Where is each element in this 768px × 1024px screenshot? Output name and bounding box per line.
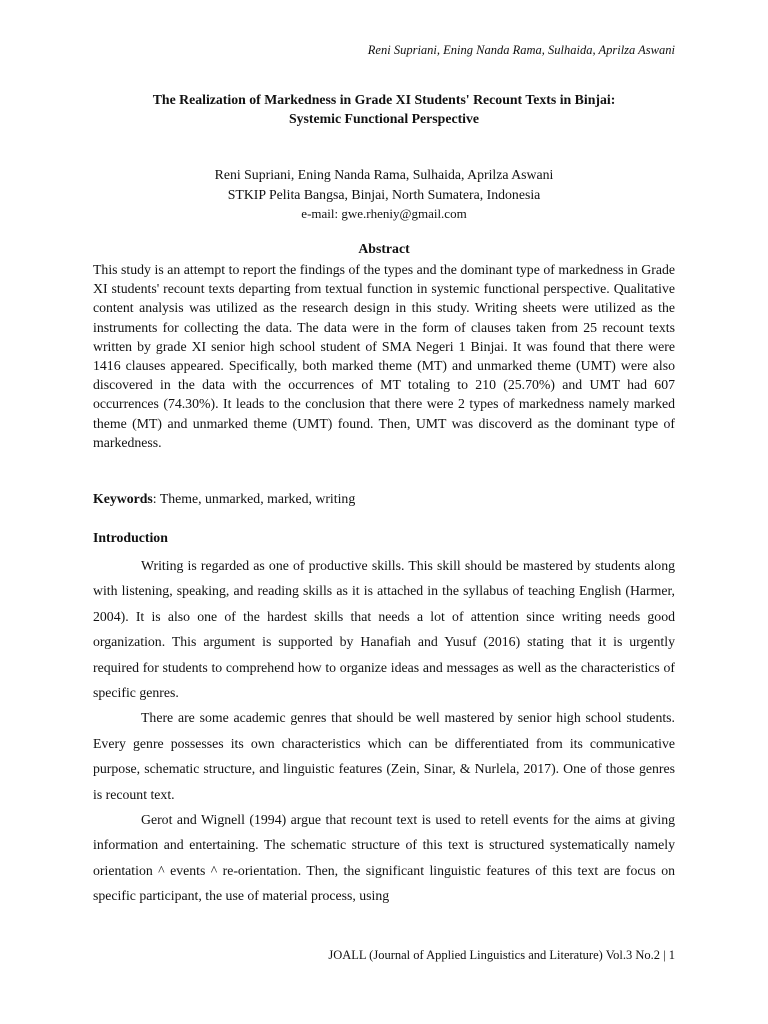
abstract-text: This study is an attempt to report the findings of the types and the dominant type of markedness in Grade XI students' recount texts departing from textual function in systemic functional perspective. Qualitative content analysis was utilized as the research design in this study. Writing sheets were utilized as the instruments for collecting the data. The data were in the form of clauses taken from 25 recount texts written by grade XI senior high school student of SMA Negeri 1 Binjai. It was found that there were 1416 clauses appeared. Specifically, both marked theme (MT) and unmarked theme (UMT) were also discovered in the data with the occurrences of MT totaling to 210 (25.70%) and UMT had 607 occurrences (74.30%). It leads to the conclusion that there were 2 types of markedness namely marked theme (MT) and unmarked theme (UMT) found. Then, UMT was discoverd as the dominant type of markedness. [93,262,675,450]
introduction-heading: Introduction [93,530,168,545]
paragraph: Writing is regarded as one of productive skills. This skill should be mastered by students along with listening, speaking, and reading skills as it is attached in the syllabus of teaching English (Harmer, 2004). It is also one of the hardest skills that needs a lot of attention since writing needs good organization. This argument is supported by Hanafiah and Yusuf (2016) stating that it is urgently required for students to comprehend how to organize ideas and messages as well as the characteristics of specific genres. [93,558,675,701]
author-names: Reni Supriani, Ening Nanda Rama, Sulhaida, Aprilza Aswani [214,167,554,182]
title-line-2: Systemic Functional Perspective [288,111,480,126]
keywords-label: Keywords [93,491,153,506]
keywords-text: : Theme, unmarked, marked, writing [152,491,356,506]
page-footer: JOALL (Journal of Applied Linguistics and Literature) Vol.3 No.2 | 1 [328,948,675,962]
keywords [93,491,675,507]
abstract-heading: Abstract [358,241,410,256]
author-info [93,165,675,224]
author-email: e-mail: gwe.rheniy@gmail.com [301,206,467,221]
title-line-1: The Realization of Markedness in Grade XI Students' Recount Texts in Binjai: [152,92,616,107]
introduction-body [93,553,675,909]
paragraph: There are some academic genres that should be well mastered by senior high school students. Every genre possesses its own characteristics which can be differentiated from its communicative purpose, schematic structure, and linguistic features (Zein, Sinar, & Nurlela, 2017). One of those genres is recount text. [93,710,675,802]
paper-title [93,90,675,128]
paragraph: Gerot and Wignell (1994) argue that recount text is used to retell events for the aims at giving information and entertaining. The schematic structure of this text is structured systematically namely orientation ^ events ^ re-orientation. Then, the significant linguistic features of this text are focus on specific participant, the use of material process, using [93,812,675,904]
running-header: Reni Supriani, Ening Nanda Rama, Sulhaida, Aprilza Aswani [367,43,675,57]
author-affiliation: STKIP Pelita Bangsa, Binjai, North Sumatera, Indonesia [227,186,541,202]
